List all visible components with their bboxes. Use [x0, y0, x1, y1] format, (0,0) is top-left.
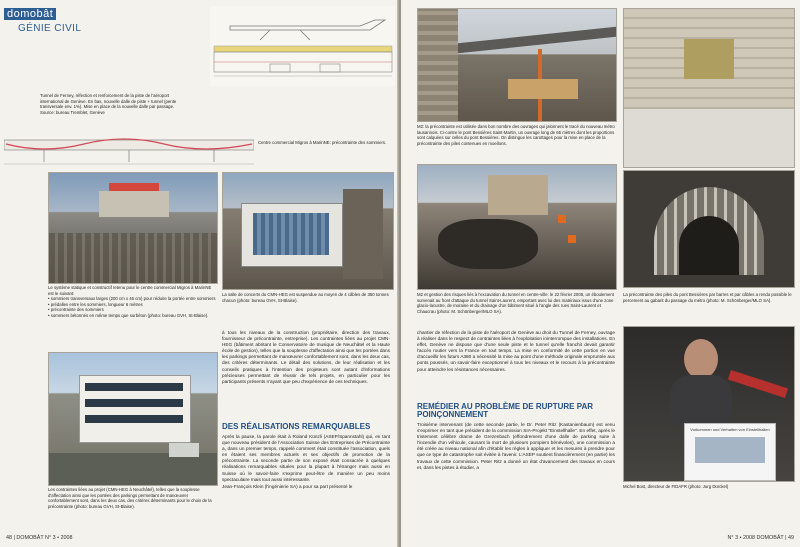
- caption-speaker: Michel Bost, directeur de FIDAFR (photo: Jurg Dürckel): [623, 484, 729, 489]
- caption-tunnel: Tunnel de Ferney, réfection et renforcement de la piste de l'aéroport international de Genève. En bas, nouvelle dalle de piste + tunnel (pente transversale env. 1%). Mise en place de la nouvelle dalle par passage. Source: bureau Tremblet, Genève: [40, 93, 177, 115]
- left-page: [0, 0, 399, 547]
- article-text-left-2: [222, 434, 390, 491]
- paragraph: Troisième intervenant (de cette seconde partie, le Dr. Peter Ritz (Kastanienbaum) est venu s'exprimer en tant que président de la commission SIA-Projekt "Einstellhalle". En effet, après le tristement célèbre drame de Grezenbach (effondrement d'une dalle de parking suite à l'incendie d'un véhicule, causant la mort de plusieurs pompiers bénévoles), une commission a été créée au niveau national afin d'établir les règles à appliquer et les mesures à prendre pour que ce type de catastrophe soit évitée à l'avenir. L'ASEP soutient financièrement (en partie) les travaux de cette commission. Peter Ritz a donné un état d'avancement des travaux en cours et, dans les pistes à étudier, a: [417, 422, 615, 470]
- photo-excavation: [417, 164, 617, 290]
- section-heading: REMÉDIER AU PROBLÈME DE RUPTURE PAR POINÇONNEMENT: [417, 402, 594, 420]
- paragraph: chantier de réfection de la piste de l'aéroport de Genève au droit du Tunnel de Ferney, ouvrage à réaliser dans le respect de contraintes liées à l'exploitation ininterrompue des installations. En effet, Genève ne dispose que d'une seule piste et le tunnel qu'elle franchit devait garantir l'accès routier vers la France en tout temps. La mise en conformité de cette portion en vue d'accueillir les futurs A380 a nécessité la mise au point d'une méthode originale empruntée aux ponts poussés, un savoir-faire exceptionnel à tous les niveaux et le recours à la précontrainte pour atteindre les résistances nécessaires.: [417, 330, 615, 372]
- article-text-left: [222, 330, 390, 386]
- tunnel-drawing: [210, 6, 395, 86]
- photo-cmn-building: [48, 352, 218, 486]
- bullet-item: • sommiers bétonnés en même temps que surbéton (photo: bureau GVH, St-Blaise).: [48, 312, 209, 318]
- photo-stone-arch: [623, 8, 795, 168]
- beam-drawing: [4, 128, 254, 168]
- brand-mark: domobât: [4, 8, 56, 20]
- caption-concert: La salle de concerts du CMN-HEG est suspendue au moyen de 4 câbles de 350 tonnes chacun (photo: bureau GVH, St-Blaise).: [222, 292, 389, 303]
- photo-concert-hall: [222, 172, 394, 290]
- paragraph: Jean-François Klein (l'ingénierie SA) a pour sa part présenté le: [222, 483, 353, 489]
- photo-marin-building: [48, 172, 218, 284]
- bullet-item: • précontrainte des sommiers: [48, 307, 104, 313]
- magazine-logo: [4, 4, 81, 34]
- caption-excavation: M2 et gestion des risques liés à l'excavation du tunnel en centre-ville: le 22 février 2005, un éboulement survenait au front d'attaque du tunnel Saint-Laurent, emportant avec lui des matériaux issus d'une zone glacio-lacustre, de moraine et du drainage d'un bâtiment situé à l'angle des rues Saint-Laurent et Chaucrau (photo: M. Schönberger/MLO SA).: [417, 292, 614, 314]
- page-footer-left: 48 | DOMOBÂT N° 3 • 2008: [6, 535, 73, 541]
- bullet-text: sommiers transversaux larges (200 cm x 46 cm) pour réduire la portée entre sommiers: [50, 296, 216, 302]
- caption-building: Les contraintes liées au projet (CMN-HEG à Neuchâtel), telles que la souplesse d'affectation ainsi que les portées des parkings permettant de manœuvrer confortablement sont, dans les deux cas, des critères déterminants pour le choix de la précontrainte (photo: bureau GVH, St-Blaise).: [48, 487, 212, 509]
- bullet-item: • sommiers transversaux larges (200 cm x 46 cm) pour réduire la portée entre sommiers: [48, 296, 216, 302]
- slide-title: Vorkommen und Verhalten von Einstellhallen: [690, 427, 770, 432]
- caption-m2-bridge: M2: la précontrainte est utilisée dans bon nombre des ouvrages qui jalonnent le tracé du nouveau métro lausannois. Ci-contre le pont Bessières Saint-Martin, un ouvrage long de 66 mètres dont les proportions sont calquées sur celles du pont Bessières. On distingue les carottages pour la mise en place de la précontrainte des piles contenues en moellons.: [417, 124, 615, 146]
- caption-beams: Centre commercial Migros à MarinNE: précontrainte des sommiers.: [258, 140, 387, 145]
- caption-marin: [48, 285, 216, 319]
- bullet-text: précontrainte des sommiers: [50, 307, 104, 313]
- article-text-right-2: [417, 422, 615, 472]
- caption-piers: La précontrainte des piles du pont Bessières par barres et par câbles a rendu possible le percement au gabarit du passage du métro (photo: M. Schönberger/MLO SA).: [623, 292, 792, 303]
- article-text-right: [417, 330, 615, 374]
- section-heading: DES RÉALISATIONS REMARQUABLES: [222, 422, 371, 431]
- photo-m2-bridge: [417, 8, 617, 122]
- bullet-item: • prédalles entre les sommiers, longueur 6 mètres: [48, 301, 143, 307]
- bullet-text: sommiers bétonnés en même temps que surbéton (photo: bureau GVH, St-Blaise).: [50, 312, 209, 318]
- paragraph: à tous les niveaux de la construction (propriétaire, direction des travaux, fournisseur de précontrainte, entreprise). Les contraintes liées au projet CMN-HEG (bâtiment abritant le Conservatoire de musique de Neuchâtel et la Haute école de gestion), telles que la souplesse d'affectation ainsi que les portées dans les parkings permettant de manœuvrer confortablement sont, dans les deux cas, des critères déterminants. Le détail des solutions, de leur réalisation et les conseils pratiques à l'intention des projeteurs sont autant d'informations précieuses permettant de réussir de tels projets, en particulier pour les participants présents n'ayant que peu d'expérience de ces techniques.: [222, 330, 390, 384]
- photo-speaker: [623, 326, 795, 482]
- section-title: GÉNIE CIVIL: [18, 23, 82, 34]
- photo-tunnel: [623, 170, 795, 288]
- caption-marin-text: Le système statique et constructif retenu pour le centre commercial Migros à MarinNE est le suivant:: [48, 285, 212, 296]
- paragraph: Après la pause, la parole était à Roland Künzli (ASEP/Spannstahl) qui, en tant que nouveau président de l'Association Suisse des Entreprises de Précontrainte a, dans un premier temps, rappelé comment était constituée l'association, quels en étaient ses membres actuels et ses objectifs de promotion de la précontrainte. La seconde partie de son exposé était consacrée à quelques réalisations remarquables situées pour la plupart à l'étranger mais aussi en Suisse où le savoir-faire s'exprime peut-être de manière un peu moins spectaculaire mais tout aussi intéressante.: [222, 434, 390, 482]
- right-page: [401, 0, 800, 547]
- page-footer-right: N° 3 • 2008 DOMOBÂT | 49: [727, 535, 794, 541]
- bullet-text: prédalles entre les sommiers, longueur 6 mètres: [50, 301, 143, 307]
